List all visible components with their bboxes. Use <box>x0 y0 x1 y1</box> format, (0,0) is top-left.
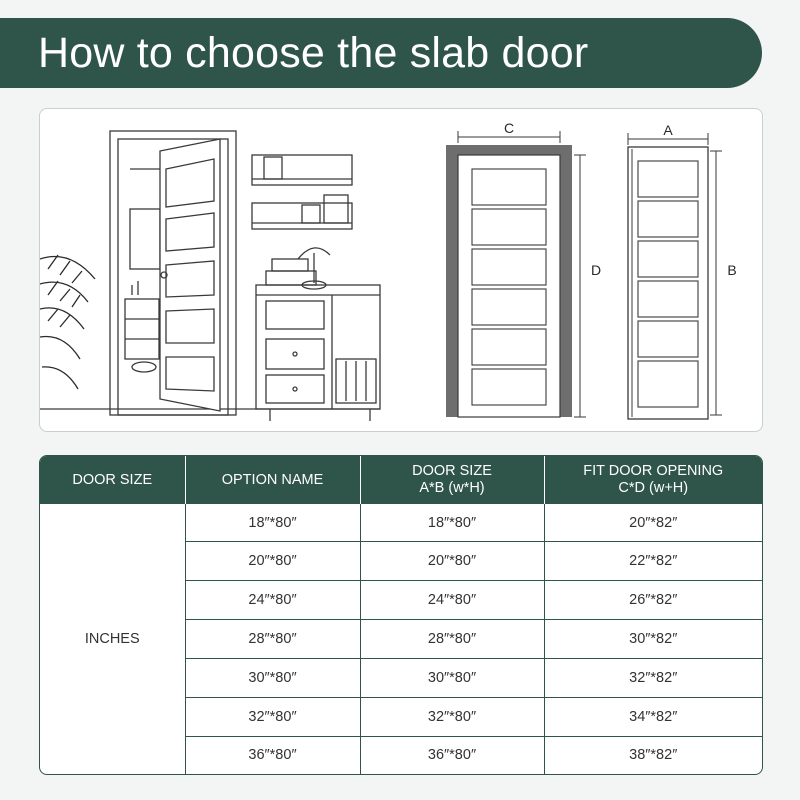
framed-door-diagram <box>446 131 586 417</box>
door-size-cell: 18″*80″ <box>360 504 544 542</box>
dimension-label-a: A <box>663 122 673 138</box>
opening-cell: 30″*82″ <box>544 620 762 659</box>
opening-cell: 32″*82″ <box>544 658 762 697</box>
illustration-panel <box>39 108 763 432</box>
table-row <box>40 504 762 542</box>
header-door-dimensions-line2: A*B (w*H) <box>419 480 485 496</box>
room-door-scene <box>110 131 236 415</box>
door-size-cell: 28″*80″ <box>360 620 544 659</box>
dimension-label-c: C <box>503 120 515 136</box>
title-banner <box>0 18 762 88</box>
header-door-dimensions-line1: DOOR SIZE <box>412 463 492 479</box>
door-size-cell: 32″*80″ <box>360 697 544 736</box>
cabinet <box>256 259 380 421</box>
header-option-name: OPTION NAME <box>185 456 360 504</box>
option-name-cell: 18″*80″ <box>185 504 360 542</box>
unit-cell: INCHES <box>84 631 140 647</box>
header-fit-opening <box>544 456 762 504</box>
dimension-label-b: B <box>727 262 737 278</box>
option-name-cell: 24″*80″ <box>185 581 360 620</box>
lamp <box>298 248 330 289</box>
page-title: How to choose the slab door <box>38 28 589 77</box>
plant <box>40 255 95 389</box>
opening-cell: 34″*82″ <box>544 697 762 736</box>
option-name-cell: 36″*80″ <box>185 736 360 774</box>
option-name-cell: 30″*80″ <box>185 658 360 697</box>
opening-cell: 26″*82″ <box>544 581 762 620</box>
header-fit-opening-line2: C*D (w+H) <box>618 480 689 496</box>
table-header-row <box>40 456 762 504</box>
header-door-dimensions <box>360 456 544 504</box>
opening-cell: 38″*82″ <box>544 736 762 774</box>
opening-cell: 22″*82″ <box>544 542 762 581</box>
door-size-cell: 30″*80″ <box>360 658 544 697</box>
wall-shelves <box>252 155 352 229</box>
door-illustration <box>40 109 762 431</box>
option-name-cell: 20″*80″ <box>185 542 360 581</box>
option-name-cell: 32″*80″ <box>185 697 360 736</box>
option-name-cell: 28″*80″ <box>185 620 360 659</box>
size-table <box>39 455 763 775</box>
door-size-cell: 24″*80″ <box>360 581 544 620</box>
dimension-label-d: D <box>590 262 602 278</box>
door-size-cell: 36″*80″ <box>360 736 544 774</box>
header-fit-opening-line1: FIT DOOR OPENING <box>583 463 724 479</box>
slab-door-diagram <box>628 133 722 419</box>
header-door-size: DOOR SIZE <box>40 456 185 504</box>
opening-cell: 20″*82″ <box>544 504 762 542</box>
door-size-cell: 20″*80″ <box>360 542 544 581</box>
